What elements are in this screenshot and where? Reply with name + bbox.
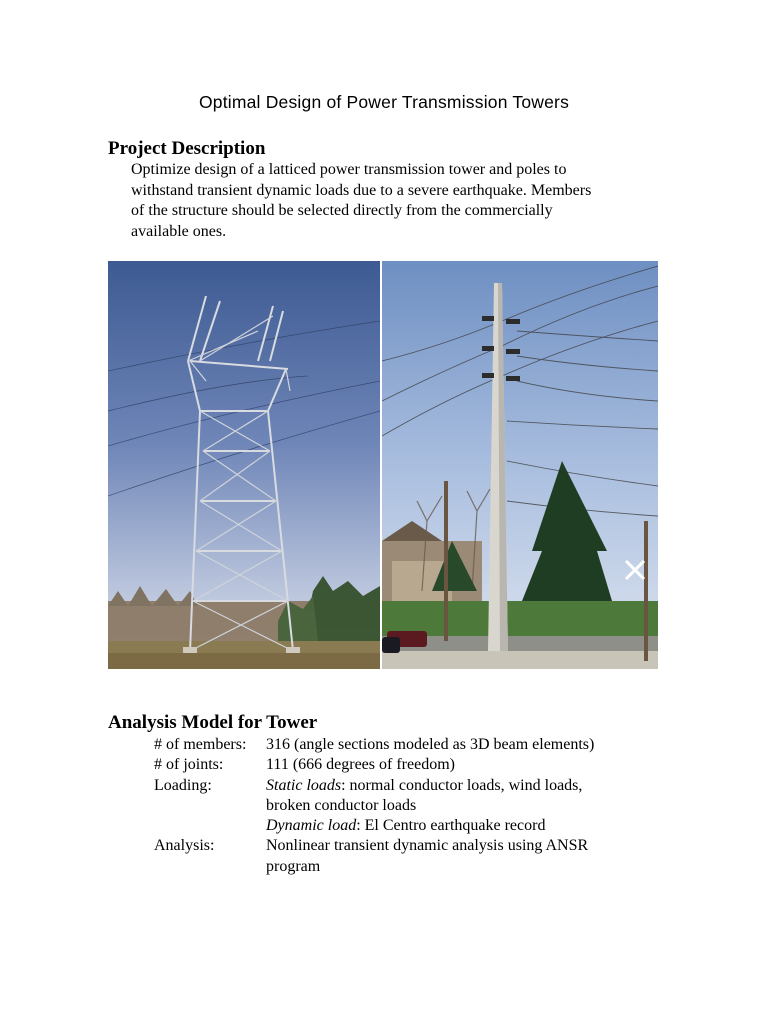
document-title: Optimal Design of Power Transmission Towers: [198, 92, 570, 112]
static-loads-text: : normal conductor loads, wind loads,: [341, 776, 583, 794]
description-line: withstand transient dynamic loads due to a severe earthquake. Members: [131, 181, 592, 199]
description-line: available ones.: [131, 222, 227, 240]
joints-label: # of joints:: [154, 756, 224, 774]
members-row: [154, 735, 674, 755]
static-loads-term: Static loads: [266, 776, 342, 794]
loading-value: [266, 776, 674, 837]
members-value: 316 (angle sections modeled as 3D beam elements): [266, 736, 595, 753]
lattice-tower-photo: [108, 261, 380, 669]
members-label: # of members:: [154, 736, 247, 753]
description-line: Optimize design of a latticed power transmission tower and poles to: [131, 161, 567, 178]
project-description-heading: Project Description: [108, 138, 266, 159]
lattice-tower-image: [108, 261, 380, 669]
transmission-pole-image: [382, 261, 658, 669]
transmission-pole-photo: [382, 261, 658, 669]
analysis-model-heading: Analysis Model for Tower: [108, 712, 318, 733]
analysis-row: [154, 836, 674, 877]
joints-row: [154, 755, 674, 775]
dynamic-load-term: Dynamic load: [266, 817, 357, 835]
photo-panel: [108, 261, 658, 669]
loading-label: Loading:: [154, 776, 212, 794]
analysis-model-table: [154, 735, 674, 877]
project-description-text: [131, 160, 661, 242]
joints-value: 111 (666 degrees of freedom): [266, 756, 455, 774]
dynamic-load-text: : El Centro earthquake record: [356, 817, 546, 835]
analysis-line-1: Nonlinear transient dynamic analysis using ANSR: [266, 837, 589, 855]
static-loads-line: [266, 776, 674, 796]
analysis-value: [266, 836, 674, 877]
description-line: of the structure should be selected directly from the commercially: [131, 202, 553, 219]
dynamic-load-line: [266, 816, 674, 836]
static-loads-line-2: broken conductor loads: [266, 796, 417, 814]
loading-row: [154, 776, 674, 837]
analysis-line-2: program: [266, 857, 321, 875]
analysis-label: Analysis:: [154, 837, 215, 855]
